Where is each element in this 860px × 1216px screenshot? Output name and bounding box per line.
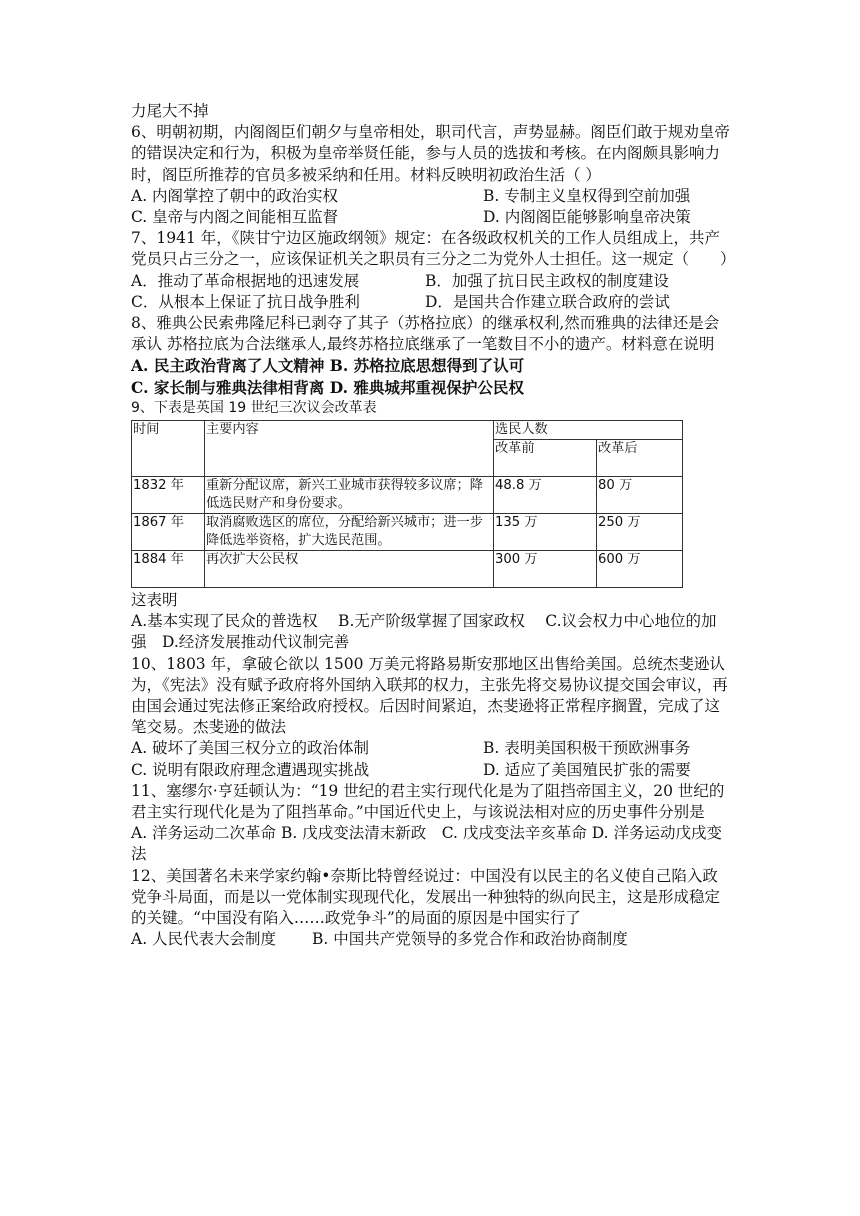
- table-cell-content: 再次扩大公民权: [205, 551, 494, 588]
- option-b: B. 表明美国积极干预欧洲事务: [483, 739, 691, 758]
- question-7-options-ab: [131, 271, 731, 292]
- question-9-options: A.基本实现了民众的普选权 B.无产阶级掌握了国家政权 C.议会权力中心地位的加强 D.经济发展推动代议制完善: [131, 612, 717, 652]
- question-8: 8、雅典公民索弗隆尼科已剥夺了其子（苏格拉底）的继承权利,然而雅典的法律还是会承认 苏格拉底为合法继承人,最终苏格拉底继承了一笔数目不小的遗产。材料意在说明: [131, 314, 720, 354]
- question-8-options-ab: A. 民主政治背离了人文精神 B. 苏格拉底思想得到了认可: [131, 356, 525, 376]
- table-header-after: 改革后: [597, 440, 683, 477]
- option-b: B. 专制主义皇权得到空前加强: [483, 186, 691, 205]
- question-12-options: A. 人民代表大会制度 B. 中国共产党领导的多党合作和政治协商制度: [131, 930, 628, 949]
- table-cell-content: 重新分配议席，新兴工业城市获得较多议席；降低选民财产和身份要求。: [205, 477, 494, 514]
- question-10-options-cd: [131, 760, 731, 781]
- question-11: 11、塞缪尔·亨廷顿认为：“19 世纪的君主实行现代化是为了阻挡帝国主义，20 世纪的君主实行现代化是为了阻挡革命。”中国近代史上，与该说法相对应的历史事件分别是: [131, 781, 725, 822]
- table-header-time: 时间: [132, 421, 205, 477]
- question-6-options-cd: [131, 207, 731, 228]
- question-12: 12、美国著名未来学家约翰•奈斯比特曾经说过：中国没有以民主的名义使自己陷入政党争斗局面，而是以一党体制实现现代化，发展出一种独特的纵向民主，这是形成稳定的关键。“中国没有陷入……政党争斗”的局面的原因是中国实行了: [131, 866, 721, 928]
- question-6-options-ab: [131, 186, 731, 207]
- table-cell-year: 1832 年: [132, 477, 205, 514]
- option-d: D. 内阁阁臣能够影响皇帝决策: [483, 208, 691, 227]
- reform-table: [131, 420, 683, 588]
- option-a: A. 内阁掌控了朝中的政治实权: [131, 186, 339, 205]
- option-d: D. 适应了美国殖民扩张的需要: [483, 760, 691, 779]
- text-line: 力尾大不掉: [131, 102, 209, 120]
- table-header-voters: 选民人数: [494, 421, 683, 440]
- table-cell-before: 300 万: [494, 551, 597, 588]
- question-10-options-ab: [131, 738, 731, 759]
- question-7: 7、1941 年，《陕甘宁边区施政纲领》规定：在各级政权机关的工作人员组成上，共产党员只占三分之一，应该保证机关之职员有三分之二为党外人士担任。这一规定（ ）: [131, 229, 736, 269]
- table-cell-year: 1884 年: [132, 551, 205, 588]
- question-10: 10、1803 年，拿破仑欲以 1500 万美元将路易斯安那地区出售给美国。总统杰斐逊认为，《宪法》没有赋予政府将外国纳入联邦的权力，主张先将交易协议提交国会审议，再由国会通过宪法修正案给政府授权。后因时间紧迫，杰斐逊将正常程序搁置，完成了这笔交易。杰斐逊的做法: [131, 654, 728, 737]
- table-cell-after: 80 万: [597, 477, 683, 514]
- question-8-options-cd: C. 家长制与雅典法律相背离 D. 雅典城邦重视保护公民权: [131, 377, 524, 397]
- option-c: C. 皇帝与内阁之间能相互监督: [131, 208, 339, 227]
- table-header-before: 改革前: [494, 440, 597, 477]
- question-9: 9、下表是英国 19 世纪三次议会改革表: [131, 399, 377, 416]
- question-11-options: A. 洋务运动二次革命 B. 戊戌变法清末新政 C. 戊戌变法辛亥革命 D. 洋务运动戊戌变法: [131, 824, 723, 864]
- table-row: [132, 514, 683, 551]
- option-d: D．是国共合作建立联合政府的尝试: [425, 292, 670, 311]
- table-row: [132, 477, 683, 514]
- table-cell-before: 135 万: [494, 514, 597, 551]
- option-b: B．加强了抗日民主政权的制度建设: [425, 271, 669, 290]
- question-9-prompt: 这表明: [131, 591, 178, 610]
- question-7-options-cd: [131, 292, 731, 313]
- option-a: A．推动了革命根据地的迅速发展: [131, 271, 360, 290]
- question-6: 6、明朝初期，内阁阁臣们朝夕与皇帝相处，职司代言，声势显赫。阁臣们敢于规劝皇帝的错误决定和行为，积极为皇帝举贤任能，参与人员的选拔和考核。在内阁颇具影响力时，阁臣所推荐的官员多被采纳和任用。材料反映明初政治生活（ ）: [131, 123, 730, 184]
- option-c: C．从根本上保证了抗日战争胜利: [131, 292, 360, 311]
- table-cell-before: 48.8 万: [494, 477, 597, 514]
- option-c: C. 说明有限政府理念遭遇现实挑战: [131, 760, 370, 779]
- table-header-content: 主要内容: [205, 421, 494, 477]
- table-cell-content: 取消腐败选区的席位，分配给新兴城市；进一步降低选举资格，扩大选民范围。: [205, 514, 494, 551]
- document-content: [131, 101, 736, 951]
- option-a: A. 破坏了美国三权分立的政治体制: [131, 739, 370, 758]
- table-row: [132, 551, 683, 588]
- table-cell-after: 250 万: [597, 514, 683, 551]
- table-cell-after: 600 万: [597, 551, 683, 588]
- table-cell-year: 1867 年: [132, 514, 205, 551]
